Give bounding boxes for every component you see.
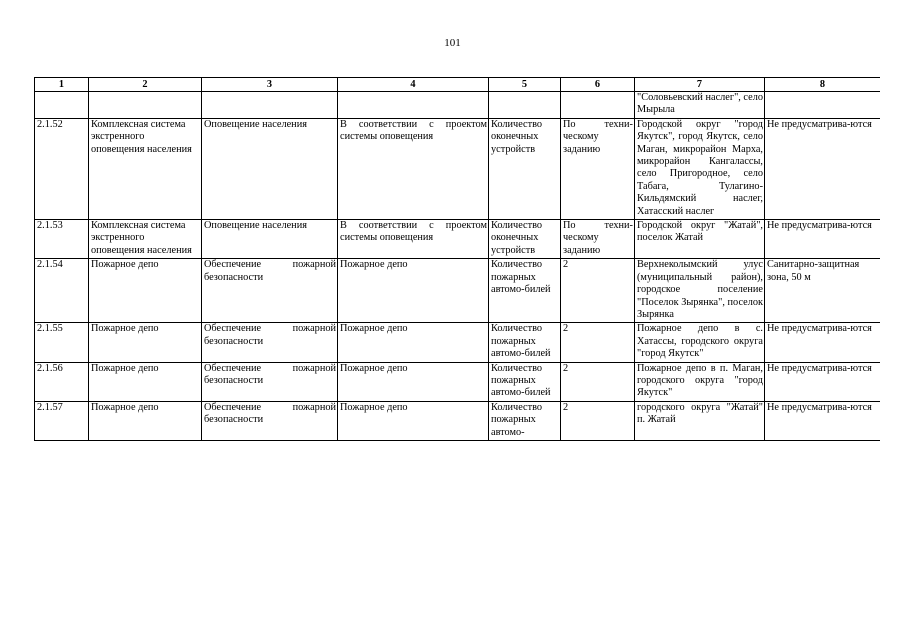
header-col-1: 1	[35, 78, 89, 92]
cell-basis: Пожарное депо	[338, 401, 489, 440]
header-col-5: 5	[489, 78, 561, 92]
cell-num: 2.1.57	[35, 401, 89, 440]
cell-location: Городской округ "город Якутск", город Якутск, село Маган, микрорайон Марха, микрорайон Кангалассы, село Пригородное, село Табага, Тулагино-Кильдямский наслег, Хатасский наслег	[635, 118, 765, 219]
objects-table	[34, 77, 880, 441]
cell-value: По техни-ческому заданию	[561, 220, 635, 259]
cell-purpose: Обеспечение пожарной безопасности	[202, 259, 338, 323]
table-row	[35, 118, 881, 219]
cell-basis: Пожарное депо	[338, 323, 489, 362]
cell-zone	[765, 92, 881, 119]
continuation-row	[35, 92, 881, 119]
table-row	[35, 259, 881, 323]
cell-purpose	[202, 92, 338, 119]
cell-name: Комплексная система экстренного оповещения населения	[89, 118, 202, 219]
header-col-3: 3	[202, 78, 338, 92]
cell-value: 2	[561, 323, 635, 362]
cell-num: 2.1.54	[35, 259, 89, 323]
cell-value	[561, 92, 635, 119]
cell-num: 2.1.56	[35, 362, 89, 401]
cell-name	[89, 92, 202, 119]
cell-location: "Соловьевский наслег", село Мырыла	[635, 92, 765, 119]
cell-zone: Не предусматрива-ются	[765, 220, 881, 259]
cell-basis: Пожарное депо	[338, 362, 489, 401]
cell-name: Комплексная система экстренного оповещения населения	[89, 220, 202, 259]
cell-value: 2	[561, 401, 635, 440]
cell-location: Пожарное депо в с. Хатассы, городского округа "город Якутск"	[635, 323, 765, 362]
table-row	[35, 362, 881, 401]
cell-zone: Не предусматрива-ются	[765, 401, 881, 440]
cell-basis	[338, 92, 489, 119]
table-row	[35, 220, 881, 259]
cell-location: городского округа "Жатай" п. Жатай	[635, 401, 765, 440]
cell-metric: Количество оконечных устройств	[489, 118, 561, 219]
cell-metric	[489, 92, 561, 119]
cell-purpose: Обеспечение пожарной безопасности	[202, 362, 338, 401]
page-number: 101	[444, 37, 461, 49]
cell-purpose: Оповещение населения	[202, 220, 338, 259]
table-row	[35, 401, 881, 440]
table-row	[35, 323, 881, 362]
cell-value: По техни-ческому заданию	[561, 118, 635, 219]
header-col-6: 6	[561, 78, 635, 92]
cell-metric: Количество пожарных автомо-билей	[489, 362, 561, 401]
cell-metric: Количество оконечных устройств	[489, 220, 561, 259]
cell-purpose: Обеспечение пожарной безопасности	[202, 323, 338, 362]
cell-name: Пожарное депо	[89, 401, 202, 440]
cell-zone: Не предусматрива-ются	[765, 362, 881, 401]
cell-zone: Санитарно-защитная зона, 50 м	[765, 259, 881, 323]
cell-zone: Не предусматрива-ются	[765, 323, 881, 362]
cell-name: Пожарное депо	[89, 362, 202, 401]
cell-zone: Не предусматрива-ются	[765, 118, 881, 219]
cell-num: 2.1.55	[35, 323, 89, 362]
header-col-2: 2	[89, 78, 202, 92]
cell-num: 2.1.53	[35, 220, 89, 259]
cell-basis: В соответствии с проектом системы оповещения	[338, 220, 489, 259]
cell-num: 2.1.52	[35, 118, 89, 219]
cell-name: Пожарное депо	[89, 323, 202, 362]
cell-num	[35, 92, 89, 119]
cell-value: 2	[561, 259, 635, 323]
header-row	[35, 78, 881, 92]
cell-value: 2	[561, 362, 635, 401]
cell-name: Пожарное депо	[89, 259, 202, 323]
cell-purpose: Оповещение населения	[202, 118, 338, 219]
header-col-7: 7	[635, 78, 765, 92]
cell-basis: Пожарное депо	[338, 259, 489, 323]
table-clip	[34, 0, 880, 600]
cell-location: Пожарное депо в п. Маган, городского округа "город Якутск"	[635, 362, 765, 401]
cell-metric: Количество пожарных автомо-	[489, 401, 561, 440]
header-col-8: 8	[765, 78, 881, 92]
cell-purpose: Обеспечение пожарной безопасности	[202, 401, 338, 440]
cell-location: Верхнеколымский улус (муниципальный район), городское поселение "Поселок Зырянка", поселок Зырянка	[635, 259, 765, 323]
cell-location: Городской округ "Жатай", поселок Жатай	[635, 220, 765, 259]
cell-metric: Количество пожарных автомо-билей	[489, 323, 561, 362]
header-col-4: 4	[338, 78, 489, 92]
cell-metric: Количество пожарных автомо-билей	[489, 259, 561, 323]
cell-basis: В соответствии с проектом системы оповещения	[338, 118, 489, 219]
